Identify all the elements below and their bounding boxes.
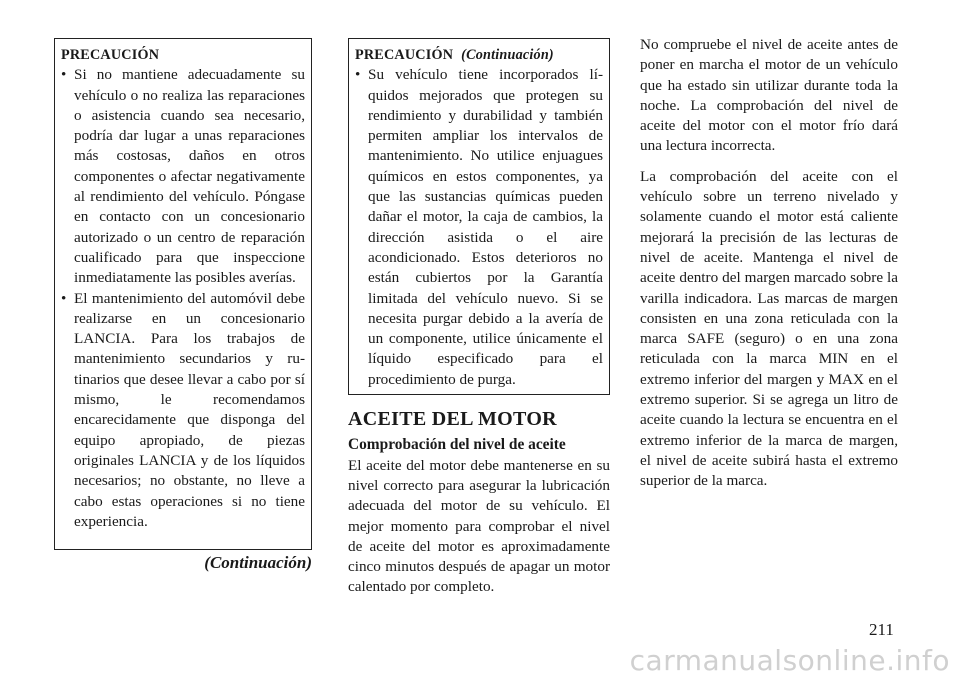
section-title: ACEITE DEL MOTOR — [348, 408, 557, 431]
caution-list — [355, 65, 603, 390]
caution-box-continued — [348, 38, 610, 395]
continued-label: (Continuación) — [204, 553, 312, 572]
caution-bullet: • El mantenimiento del automóvil debe realizarse en un concesionario LANCIA. Para los trabajos de mantenimiento secundarios y rutinarios que desee llevar a cabo por sí mismo, le recomendamos encarecidamente que disponga del equipo apropiado, de piezas originales LANCIA y de los líquidos necesarios; no obstante, no lleve a cabo estas operaciones si no tiene experiencia. — [61, 289, 305, 533]
body-paragraph: El aceite del motor debe mantenerse en su nivel correcto para asegurar la lubricación adecuada del motor de su vehículo. El mejor momento para comprobar el nivel de aceite del motor es aproximadamente cinco minutos después de apagar un motor calentado por completo. — [348, 456, 610, 596]
subsection-title: Comprobación del nivel de aceite — [348, 436, 566, 454]
caution-title-text: PRECAUCIÓN — [355, 47, 454, 63]
middle-column — [348, 38, 610, 598]
watermark: carmanualsonline.info — [629, 644, 950, 677]
caution-title: PRECAUCIÓN — [61, 47, 160, 63]
caution-list — [61, 65, 305, 532]
page-number: 211 — [869, 620, 894, 639]
body-paragraph: La comprobación del aceite con el vehículo sobre un terreno nivelado y solamente cuando el motor está caliente mejorará la precisión de las lecturas de nivel de aceite. Mantenga el nivel de aceite dentro del margen marcado sobre la varilla indicadora. Las marcas de margen consisten en una zona reticulada con la marca SAFE (seguro) o en una zona reticulada con la marca MIN en el extremo inferior del margen y MAX en el extremo superior. Si se agrega un litro de aceite cuando la lectura se encuentra en el extremo inferior de la marca de margen, el nivel de aceite subirá hasta el extremo superior de la marca. — [640, 167, 898, 490]
caution-bullet: • Su vehículo tiene incorporados líquidos mejorados que protegen su rendimiento y durabilidad y también permiten ampliar los intervalos de mantenimiento. No utilice enjuagues químicos en estos componentes, ya que las sustancias químicas pueden dañar el motor, la caja de cambios, la dirección asistida o el aire acondicionado. Estos deterioros no están cubiertos por la Garantía limitada del vehículo nuevo. Si se necesita purgar debido a la avería de un componente, utilice únicamente el líquido especificado para el procedimiento de purga. — [355, 65, 603, 390]
caution-continued-label: (Continuación) — [461, 47, 554, 63]
caution-bullet: • Si no mantiene adecuadamente su vehículo o no realiza las reparaciones o asistencia cuando sea necesario, podría dar lugar a unas reparaciones más costosas, daños en otros componentes o afectar negativamente al rendimiento del vehículo. Póngase en contacto con un concesionario autorizado o un centro de reparación cualificado para que inspeccione inmediatamente las posibles averías. — [61, 65, 305, 288]
left-column — [54, 38, 312, 573]
right-column — [640, 35, 898, 492]
body-paragraph: No compruebe el nivel de aceite antes de poner en marcha el motor de un vehículo que ha estado sin utilizar durante toda la noche. La comprobación del nivel de aceite del motor con el motor frío dará una lectura incorrecta. — [640, 36, 898, 155]
caution-box — [54, 38, 312, 550]
caution-title — [355, 45, 603, 65]
